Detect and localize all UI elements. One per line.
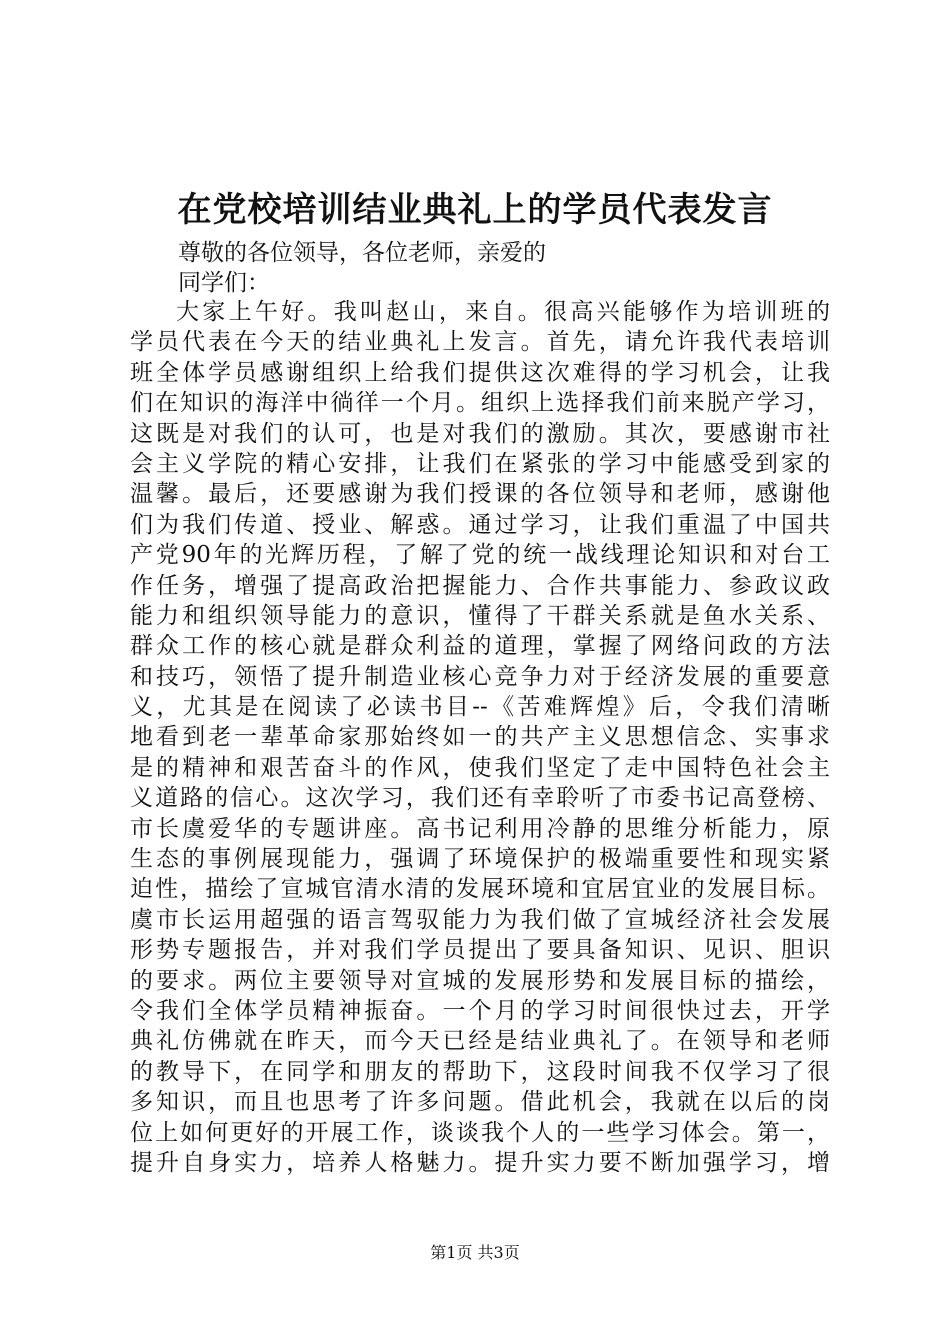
- body-line: 群众工作的核心就是群众利益的道理，掌握了网络问政的方法: [130, 633, 830, 660]
- body-line: 能力和组织领导能力的意识，懂得了干群关系就是鱼水关系、: [130, 602, 830, 629]
- body-line: 温馨。最后，还要感谢为我们授课的各位领导和老师，感谢他: [130, 481, 830, 508]
- body-line: 班全体学员感谢组织上给我们提供这次难得的学习机会，让我: [130, 359, 830, 386]
- document-title: 在党校培训结业典礼上的学员代表发言: [177, 190, 773, 230]
- body-paragraph: [130, 297, 830, 1178]
- body-line: 的教导下，在同学和朋友的帮助下，这段时间我不仅学习了很: [130, 1058, 830, 1085]
- body-line: 是的精神和艰苦奋斗的作风，使我们坚定了走中国特色社会主: [130, 754, 830, 781]
- body-line: 典礼仿佛就在昨天，而今天已经是结业典礼了。在领导和老师: [130, 1028, 830, 1055]
- body-line: 大家上午好。我叫赵山，来自。很高兴能够作为培训班的: [176, 299, 830, 325]
- body-line: 的要求。两位主要领导对宣城的发展形势和发展目标的描绘，: [130, 967, 830, 994]
- page-number-footer: 第1页 共3页: [430, 1243, 520, 1262]
- body-line: 们在知识的海洋中徜徉一个月。组织上选择我们前来脱产学习，: [130, 390, 830, 417]
- body-line: 市长虞爱华的专题讲座。高书记利用冷静的思维分析能力，原: [130, 815, 830, 842]
- body-line: 形势专题报告，并对我们学员提出了要具备知识、见识、胆识: [130, 937, 830, 964]
- body-line: 生态的事例展现能力，强调了环境保护的极端重要性和现实紧: [130, 846, 830, 873]
- body-line: 义道路的信心。这次学习，我们还有幸聆听了市委书记高登榜、: [130, 785, 830, 812]
- body-line: 学员代表在今天的结业典礼上发言。首先，请允许我代表培训: [130, 329, 830, 356]
- body-line: 令我们全体学员精神振奋。一个月的学习时间很快过去，开学: [130, 997, 830, 1024]
- body-line: 多知识，而且也思考了许多问题。借此机会，我就在以后的岗: [130, 1089, 830, 1116]
- body-line: 产党90年的光辉历程，了解了党的统一战线理论知识和对台工: [130, 542, 830, 569]
- body-line: 义，尤其是在阅读了必读书目--《苦难辉煌》后，令我们清晰: [130, 694, 830, 721]
- body-line: 会主义学院的精心安排，让我们在紧张的学习中能感受到家的: [130, 450, 830, 477]
- body-line: 们为我们传道、授业、解惑。通过学习，让我们重温了中国共: [130, 511, 830, 538]
- body-line: 地看到老一辈革命家那始终如一的共产主义思想信念、实事求: [130, 724, 830, 751]
- body-line: 虞市长运用超强的语言驾驭能力为我们做了宣城经济社会发展: [130, 906, 830, 933]
- body-line: 位上如何更好的开展工作，谈谈我个人的一些学习体会。第一，: [130, 1119, 830, 1146]
- body-line: 提升自身实力，培养人格魅力。提升实力要不断加强学习，增: [130, 1149, 830, 1176]
- body-line: 和技巧，领悟了提升制造业核心竞争力对于经济发展的重要意: [130, 663, 830, 690]
- greeting-line-2: 同学们：: [178, 270, 270, 296]
- body-line: 迫性，描绘了宣城官清水清的发展环境和宜居宜业的发展目标。: [130, 876, 830, 903]
- body-line: 作任务，增强了提高政治把握能力、合作共事能力、参政议政: [130, 572, 830, 599]
- greeting-line-1: 尊敬的各位领导，各位老师，亲爱的: [178, 240, 546, 266]
- body-line: 这既是对我们的认可，也是对我们的激励。其次，要感谢市社: [130, 420, 830, 447]
